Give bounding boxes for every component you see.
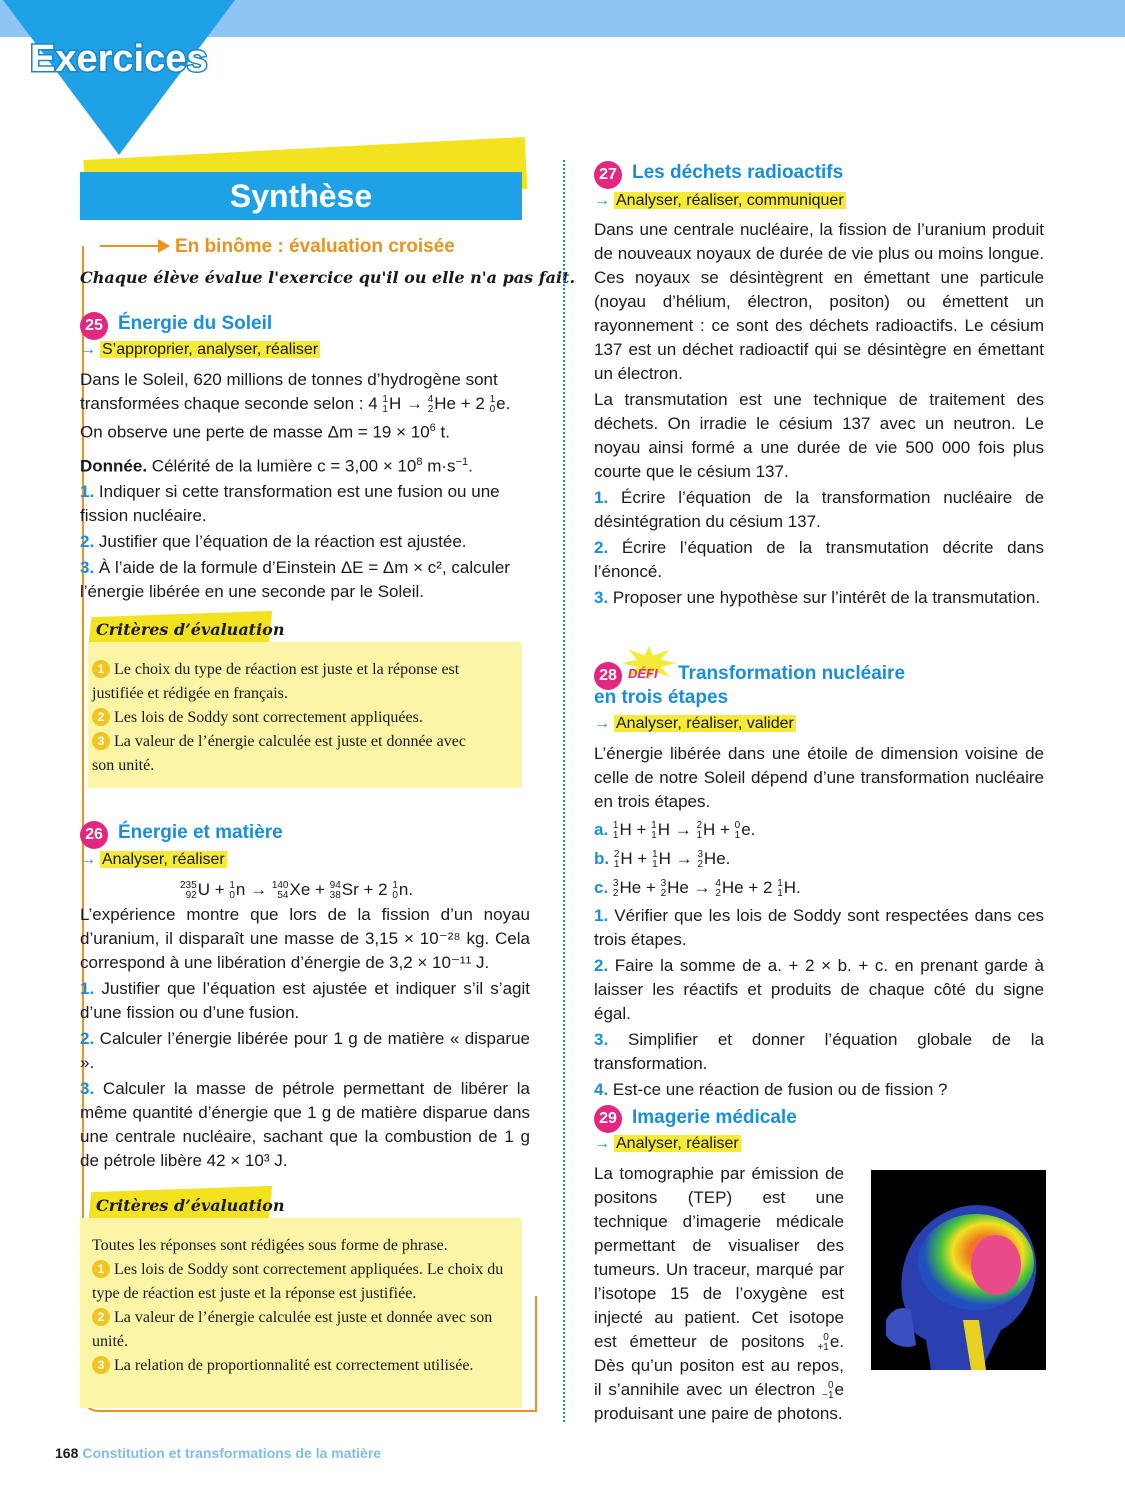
arrow-icon: → (80, 341, 96, 358)
criteria-list (92, 658, 492, 778)
arrow-icon: → (80, 851, 96, 868)
step-c: c. 3 2 He + 3 2 He → 4 2 He + 2 1 1 H. (594, 877, 801, 899)
arrow-icon: → (594, 192, 610, 209)
nuclide: 4 2 (427, 393, 434, 415)
binome-arrow-line (100, 245, 162, 247)
question-text: Simplifier et donner l’équation globale de la transformation. (594, 1030, 1044, 1073)
criteria-number-badge: 3 (92, 1356, 110, 1374)
criteria-item (92, 1306, 517, 1354)
question-text: Écrire l’équation de la transformation nucléaire de désintégration du césium 137. (594, 488, 1044, 531)
criteria-title: Critères d’évaluation (96, 620, 285, 639)
criteria-number-badge: 1 (92, 1260, 110, 1278)
question-number: 3. (80, 1079, 95, 1098)
exercise-title-line2: en trois étapes (594, 687, 729, 708)
arrow-icon: → (594, 1135, 610, 1152)
page-number: 168 (55, 1445, 79, 1461)
page-title: Exercices (30, 38, 208, 80)
skills-label: Analyser, réaliser (102, 851, 225, 868)
skills-label: Analyser, réaliser, valider (616, 715, 794, 732)
criteria-number-badge: 2 (92, 708, 110, 726)
skills-line (80, 851, 227, 869)
exercise-text (594, 218, 1044, 610)
text-line: t. (435, 422, 450, 442)
skills-line (594, 192, 846, 210)
criteria-number-badge: 3 (92, 732, 110, 750)
paragraph: La transmutation est une technique de traitement des déchets. On irradie le césium 137 avec un neutron. Le noyau ainsi formé a une durée de vie 500 000 fois plus courte que le césium 137. (594, 390, 1044, 481)
step-label: a. (594, 820, 609, 839)
criteria-item (92, 1258, 517, 1306)
exercise-title: Imagerie médicale (632, 1107, 797, 1128)
footer-title: Constitution et transformations de la matière (82, 1445, 382, 1461)
criteria-text: Les lois de Soddy sont correctement appliquées. (114, 709, 423, 726)
paragraph: Dès qu’un positon est au repos, il s’annihile avec un électron (594, 1356, 844, 1399)
fission-equation: 235 92 U + 1 0 n → 140 54 Xe + 94 38 Sr + 2 1 0 n. (180, 879, 414, 901)
question-text: Faire la somme de a. + 2 × b. + c. en prenant garde à laisser les réactifs et produits de chaque côté du signe égal. (594, 956, 1044, 1023)
criteria-item (92, 730, 492, 778)
exercise-number-badge: 25 (80, 312, 108, 340)
question-text: Justifier que l’équation de la réaction est ajustée. (94, 532, 467, 552)
binome-heading: En binôme : évaluation croisée (175, 236, 455, 257)
paragraph: Dans une centrale nucléaire, la fission de l’uranium produit de nouveaux noyaux de durée de vie plus ou moins longue. Ces noyaux se désintègrent en émettant une particule (noyau d’hélium, électron, positon) ou émettent un rayonnement : ce sont des déchets radioactifs. Le césium 137 est un déchet radioactif qui se désintègre en émettant un électron. (594, 220, 1044, 383)
question-number: 3. (594, 588, 609, 607)
exercise-text (594, 742, 1044, 1102)
question (594, 1028, 1044, 1076)
donnee-text: Célérité de la lumière c = 3,00 × 10 (147, 456, 417, 476)
exercise-title: Énergie du Soleil (118, 313, 273, 334)
question-text: Indiquer si cette transformation est une fusion ou une fission nucléaire. (80, 482, 500, 526)
exercise-title: Les déchets radioactifs (632, 162, 844, 183)
defi-label: DÉFI (628, 666, 658, 681)
step-label: b. (594, 849, 610, 868)
exercise-number-badge: 27 (594, 161, 622, 189)
question-number: 1. (594, 488, 609, 507)
binome-bracket-end (535, 1296, 537, 1412)
question-text: Justifier que l’équation est ajustée et indiquer s’il s’agit d’une fission ou d’une fusion. (80, 979, 530, 1022)
question (80, 1077, 530, 1173)
skills-line (80, 341, 320, 359)
criteria-item (92, 706, 492, 730)
exercise-text (80, 368, 530, 604)
exercise-title: Énergie et matière (118, 822, 283, 843)
text-line: transformées chaque seconde selon : 4 (80, 394, 378, 413)
paragraph: L’énergie libérée dans une étoile de dimension voisine de celle de notre Soleil dépend d’une transformation nucléaire en trois étapes. (594, 744, 1044, 811)
exponent: 6 (429, 422, 436, 434)
criteria-title: Critères d’évaluation (96, 1196, 285, 1215)
criteria-text: La valeur de l’énergie calculée est juste et donnée avec son unité. (92, 1309, 493, 1350)
question (594, 1078, 1044, 1102)
question (594, 536, 1044, 584)
question (80, 480, 530, 528)
question-number: 1. (80, 482, 95, 502)
question-number: 3. (80, 558, 95, 578)
question (594, 904, 1044, 952)
nuclide: 1 1 (382, 393, 388, 415)
paragraph: La tomographie par émission de positons (TEP) est une technique d’imagerie médicale permettant de visualiser des tumeurs. Un traceur, marqué par l’isotope 15 de l’oxygène est injecté au patient. Cet isotope est émetteur de positons (594, 1164, 844, 1351)
equation-line: transformées chaque seconde selon : 4 1 1 H → 4 2 He + 2 1 0 e. (80, 393, 511, 415)
paragraph: L’expérience montre que lors de la fission d’un noyau d’uranium, il disparaît une masse de 3,15 × 10⁻²⁸ kg. Cela correspond à une libération d’énergie de 3,2 × 10⁻¹¹ J. (80, 905, 530, 972)
question (594, 586, 1044, 610)
criteria-text: Le choix du type de réaction est juste et la réponse est justifiée et rédigée en français. (92, 661, 460, 702)
criteria-list (92, 1234, 517, 1378)
exercise-number-badge: 28 (594, 662, 622, 690)
criteria-number-badge: 2 (92, 1308, 110, 1326)
binome-instruction: Chaque élève évalue l'exercice qu'il ou elle n'a pas fait. (80, 268, 576, 287)
question (594, 954, 1044, 1026)
criteria-text: La valeur de l’énergie calculée est juste et donnée avec son unité. (92, 733, 466, 774)
skills-label: S’approprier, analyser, réaliser (102, 341, 319, 358)
question (80, 556, 530, 604)
exercise-number-badge: 29 (594, 1105, 622, 1133)
criteria-item (92, 658, 492, 706)
step-a: a. 1 1 H + 1 1 H → 2 1 H + 0 1 e. (594, 819, 756, 841)
arrow-right-icon (158, 239, 170, 253)
skills-line (594, 1135, 741, 1153)
criteria-intro: Toutes les réponses sont rédigées sous forme de phrase. (92, 1237, 448, 1254)
question-number: 1. (80, 979, 95, 998)
question (80, 977, 530, 1025)
donnee-line: Donnée. Célérité de la lumière $c = 3,00 \times 10^8$ $m\cdot s^{-1}$. (80, 455, 473, 476)
question-number: 3. (594, 1030, 609, 1049)
question-text: Calculer la masse de pétrole permettant de libérer la même quantité d’énergie que 1 g de matière disparue dans une centrale nucléaire, sachant que la combustion de 1 g de pétrole libère 42 × 10³ J. (80, 1079, 530, 1170)
question (594, 486, 1044, 534)
mass-loss-line (80, 416, 530, 445)
donnee-label: Donnée. (80, 456, 148, 476)
criteria-number-badge: 1 (92, 660, 110, 678)
exercise-title: Transformation nucléaire (678, 663, 906, 684)
skills-label: Analyser, réaliser, communiquer (616, 192, 844, 209)
exercise-text (80, 903, 530, 1173)
criteria-text: Les lois de Soddy sont correctement appliquées. Le choix du type de réaction est juste et la réponse est justifiée. (92, 1261, 504, 1302)
text-line: Dans le Soleil, 620 millions de tonnes d’hydrogène sont (80, 370, 498, 389)
question-text: Calculer l’énergie libérée pour 1 g de matière « disparue ». (80, 1029, 530, 1072)
question (80, 530, 530, 554)
criteria-item (92, 1354, 517, 1378)
question-number: 2. (594, 956, 609, 975)
question-number: 1. (594, 906, 609, 925)
exercise-text: La tomographie par émission de positons (TEP) est une technique d’imagerie médicale permettant de visualiser des tumeurs. Un traceur, marqué par l’isotope 15 de l’oxygène est injecté au patient. Cet isotope est émetteur de positons 0 +1 e. Dès qu’un positon est au repos, il s’annihile avec un électron 0 −1 e produisant une paire de photons. (594, 1164, 845, 1423)
paragraph: produisant une paire de photons. (594, 1404, 843, 1423)
arrow-icon: → (594, 715, 610, 732)
text-line: On observe une perte de masse Δm = 19 × 10 (80, 422, 430, 442)
question-text: Écrire l’équation de la transmutation décrite dans l’énoncé. (594, 538, 1044, 581)
question-text: Proposer une hypothèse sur l’intérêt de la transmutation. (608, 588, 1041, 607)
question-text: Vérifier que les lois de Soddy sont respectées dans ces trois étapes. (594, 906, 1044, 949)
pet-scan-image (871, 1170, 1046, 1370)
step-b: b. 2 1 H + 1 1 H → 3 2 He. (594, 848, 731, 870)
nuclide: 1 0 (489, 393, 496, 415)
question-number: 2. (594, 538, 609, 557)
step-label: c. (594, 878, 609, 897)
question-text: À l’aide de la formule d’Einstein ΔE = Δm × c², calculer l’énergie libérée en une seconde par le Soleil. (80, 558, 510, 602)
criteria-text: La relation de proportionnalité est correctement utilisée. (114, 1357, 474, 1374)
section-title: Synthèse (80, 172, 522, 220)
skills-label: Analyser, réaliser (616, 1135, 739, 1152)
skills-line (594, 715, 796, 733)
question-text: Est-ce une réaction de fusion ou de fission ? (608, 1080, 948, 1099)
question-number: 4. (594, 1080, 609, 1099)
exercise-number-badge: 26 (80, 821, 108, 849)
question-number: 2. (80, 1029, 95, 1048)
question-number: 2. (80, 532, 95, 552)
page-footer (55, 1445, 381, 1461)
column-divider (563, 160, 565, 1422)
question (80, 1027, 530, 1075)
